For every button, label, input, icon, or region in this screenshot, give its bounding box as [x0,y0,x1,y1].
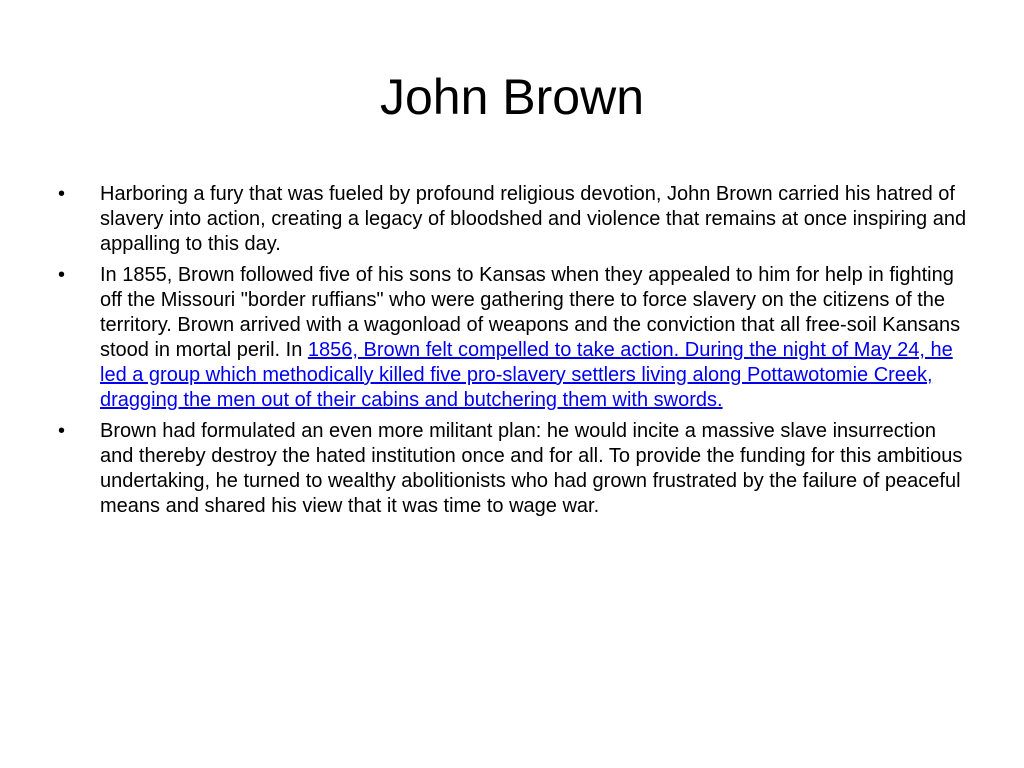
bullet-list [55,182,973,525]
bullet-item-1 [55,182,973,257]
bullet-item-2 [55,263,973,413]
bullet-text-3: Brown had formulated an even more militant plan: he would incite a massive slave insurrection and thereby destroy the hated institution once and for all. To provide the funding for this ambitious undertaking, he turned to wealthy abolitionists who had grown frustrated by the failure of peaceful means and shared his view that it was time to wage war. [100,420,963,517]
bullet-text-1: Harboring a fury that was fueled by profound religious devotion, John Brown carried his hatred of slavery into action, creating a legacy of bloodshed and violence that remains at once inspiring and appalling to this day. [100,183,967,255]
bullet-link-pottawotomie[interactable]: 1856, Brown felt compelled to take action. During the night of May 24, he led a group which methodically killed five pro-slavery settlers living along Pottawotomie Creek, dragging the men out of their cabins and butchering them with swords. [100,339,953,411]
bullet-icon: • [58,183,66,205]
bullet-icon: • [58,420,66,442]
bullet-icon: • [58,264,66,286]
bullet-item-3 [55,419,973,519]
slide-title: John Brown [379,69,645,125]
bullet-text-2: In 1855, Brown followed five of his sons to Kansas when they appealed to him for help in fighting off the Missouri "border ruffians" who were gathering there to force slavery on the citizens of the territory. Brown arrived with a wagonload of weapons and the conviction that all free-soil Kansans stood in mortal peril. In [100,264,961,361]
